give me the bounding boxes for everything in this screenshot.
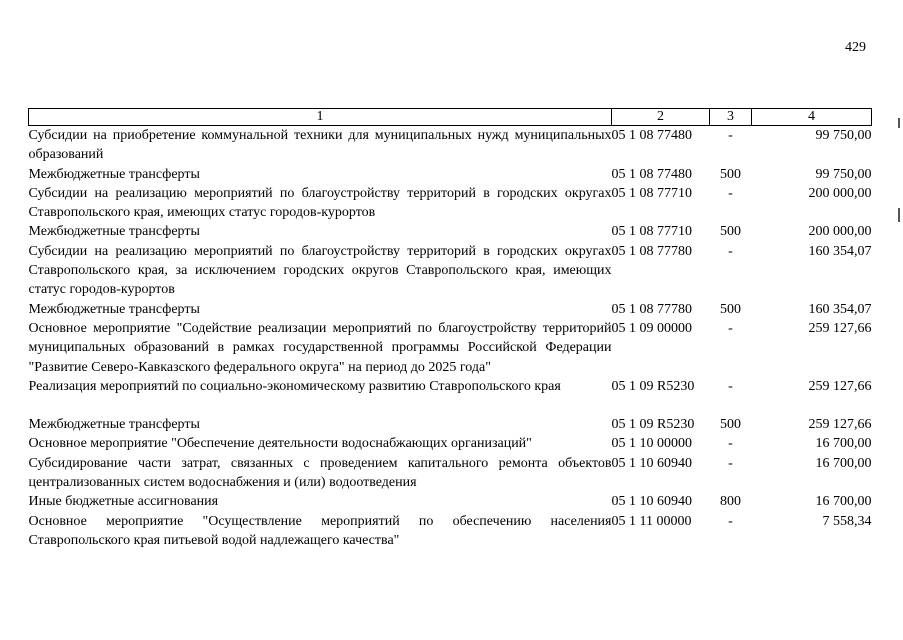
row-amount: 200 000,00 [808, 185, 872, 201]
table-row [29, 454, 872, 493]
row-amount: 200 000,00 [808, 224, 872, 240]
row-code: 05 1 08 77480 [611, 166, 692, 182]
row-code: 05 1 08 77780 [611, 301, 692, 317]
row-name: Межбюджетные трансферты [28, 166, 200, 182]
table-row [29, 222, 872, 241]
row-code: 05 1 11 00000 [611, 513, 692, 529]
page-number: 429 [845, 40, 866, 55]
row-amount: 99 750,00 [815, 166, 872, 182]
row-expense-type: 500 [720, 301, 741, 317]
row-code: 05 1 08 77480 [611, 128, 692, 143]
table-row [29, 415, 872, 434]
row-name: Основное мероприятие "Обеспечение деятельности водоснабжающих организаций" [28, 436, 532, 452]
row-code: 05 1 08 77710 [611, 185, 692, 201]
row-name: Межбюджетные трансферты [28, 224, 200, 240]
row-name: Основное мероприятие "Осуществление мероприятий по обеспечению населения Ставропольского края питьевой водой надлежащего качества" [28, 513, 612, 548]
row-expense-type: - [728, 378, 733, 394]
row-name: Межбюджетные трансферты [28, 301, 200, 317]
table-row [29, 300, 872, 319]
row-name: Иные бюджетные ассигнования [28, 494, 219, 510]
row-name: Реализация мероприятий по социально-экономическому развитию Ставропольского края [28, 378, 561, 394]
row-code: 05 1 10 60940 [611, 494, 692, 510]
row-code: 05 1 09 R5230 [611, 378, 695, 394]
row-amount: 160 354,07 [808, 301, 872, 317]
row-name: Межбюджетные трансферты [28, 417, 200, 433]
table-header [29, 109, 872, 126]
row-amount: 259 127,66 [808, 417, 872, 433]
table-row [29, 126, 872, 165]
row-amount: 160 354,07 [808, 243, 872, 259]
row-amount: 259 127,66 [808, 378, 872, 394]
row-expense-type: 500 [720, 417, 741, 433]
scan-edge-mark [898, 208, 900, 222]
scan-edge-mark [898, 118, 900, 128]
row-amount: 16 700,00 [815, 455, 872, 471]
row-expense-type: - [728, 243, 733, 259]
row-amount: 259 127,66 [808, 320, 872, 336]
row-name: Субсидирование части затрат, связанных с проведением капитального ремонта объектов централизованных систем водоснабжения и (или) водоотведения [28, 455, 612, 491]
row-expense-type: 500 [720, 166, 741, 182]
row-expense-type: - [728, 436, 733, 452]
blank-row [29, 396, 872, 415]
table-row [29, 242, 872, 300]
row-code: 05 1 09 00000 [611, 320, 692, 336]
row-name: Субсидии на реализацию мероприятий по благоустройству территорий в городских округах Ставропольского края, за исключением городских округов Ставропольского края, имеющих статус городов-курортов [28, 243, 612, 298]
row-amount: 99 750,00 [815, 128, 872, 143]
row-name: Основное мероприятие "Содействие реализации мероприятий по благоустройству территорий муниципальных образований в рамках государственной программы Российской Федерации "Развитие Северо-Кавказского федерального округа" на период до 2025 года" [28, 320, 612, 375]
row-amount: 16 700,00 [815, 436, 872, 452]
table-row [29, 377, 872, 396]
table-row [29, 512, 872, 551]
row-expense-type: - [728, 455, 733, 471]
row-code: 05 1 10 00000 [611, 436, 692, 452]
row-amount: 16 700,00 [815, 494, 872, 510]
row-expense-type: 800 [720, 494, 741, 510]
table-row [29, 165, 872, 184]
column-header-1: 1 [29, 109, 612, 126]
row-expense-type: - [728, 513, 733, 529]
table-row [29, 319, 872, 377]
table-row [29, 492, 872, 511]
row-code: 05 1 08 77710 [611, 224, 692, 240]
row-code: 05 1 09 R5230 [611, 417, 695, 433]
row-expense-type: - [728, 185, 733, 201]
table-row [29, 434, 872, 453]
row-code: 05 1 10 60940 [611, 455, 692, 471]
row-amount: 7 558,34 [822, 513, 872, 529]
row-expense-type: 500 [720, 224, 741, 240]
table-row [29, 184, 872, 223]
row-expense-type: - [728, 128, 733, 143]
row-expense-type: - [728, 320, 733, 336]
row-code: 05 1 08 77780 [611, 243, 692, 259]
row-name: Субсидии на реализацию мероприятий по благоустройству территорий в городских округах Ставропольского края, имеющих статус городов-курортов [28, 185, 612, 221]
row-name: Субсидии на приобретение коммунальной техники для муниципальных нужд муниципальных образований [28, 128, 612, 163]
column-header-2: 2 [612, 109, 710, 126]
column-header-4: 4 [752, 109, 872, 126]
budget-table [28, 108, 872, 550]
column-header-3: 3 [710, 109, 752, 126]
